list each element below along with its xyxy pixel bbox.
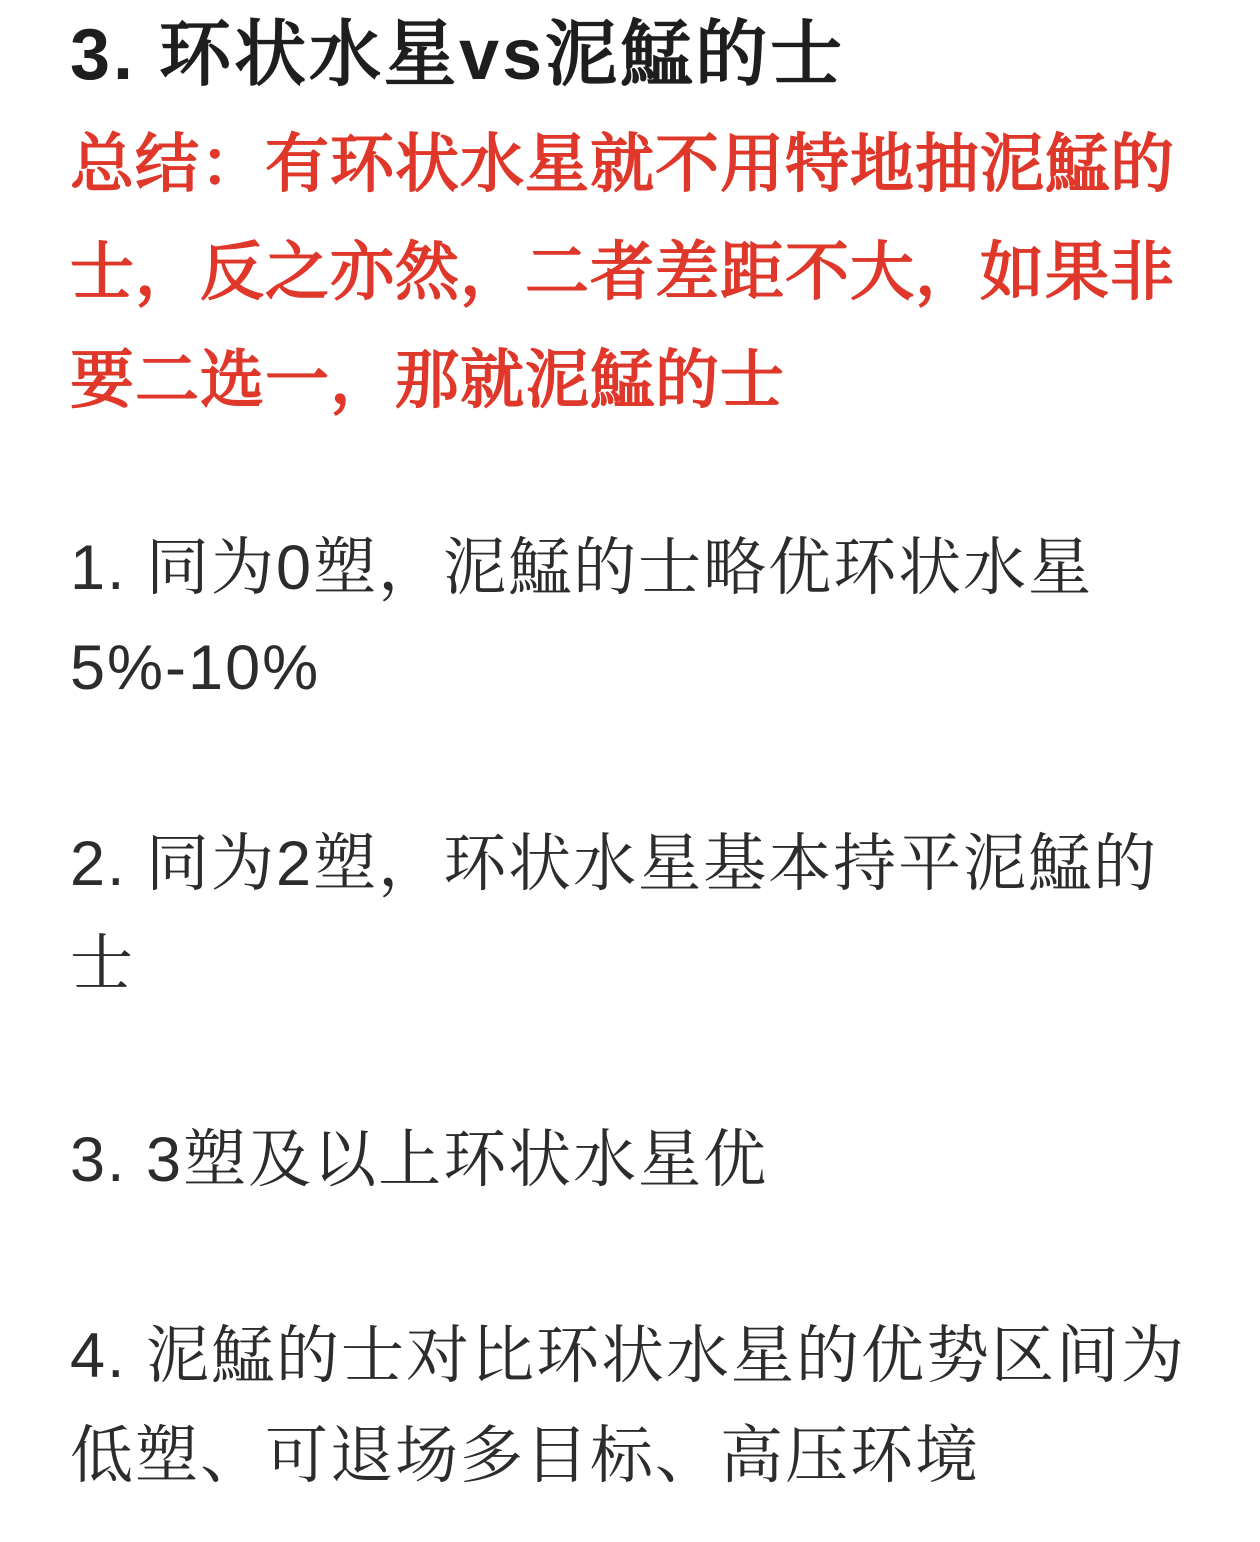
point-4 [70,1306,1187,1506]
point-1 [70,518,1182,718]
points-list [70,518,1187,1506]
point-1-line-1: 1. 同为0塑，泥鯭的士略优环状水星 [70,533,1094,603]
section-heading: 3. 环状水星vs泥鯭的士 [70,15,846,95]
summary-line-2: 士，反之亦然，二者差距不大，如果非 [70,236,1175,308]
point-4-line-2: 低塑、可退场多目标、高压环境 [70,1421,980,1491]
point-2 [70,814,1182,1014]
point-1-line-2: 5%-10% [70,633,321,703]
summary-paragraph [70,110,1182,434]
summary-line-3: 要二选一，那就泥鯭的士 [70,344,785,416]
point-2-line-2: 士 [70,929,135,999]
summary-line-1: 总结：有环状水星就不用特地抽泥鯭的 [70,128,1175,200]
point-3 [70,1110,1182,1210]
point-2-line-1: 2. 同为2塑，环状水星基本持平泥鯭的 [70,829,1159,899]
point-3-line-1: 3. 3塑及以上环状水星优 [70,1125,769,1195]
point-4-line-1: 4. 泥鯭的士对比环状水星的优势区间为 [70,1321,1187,1391]
